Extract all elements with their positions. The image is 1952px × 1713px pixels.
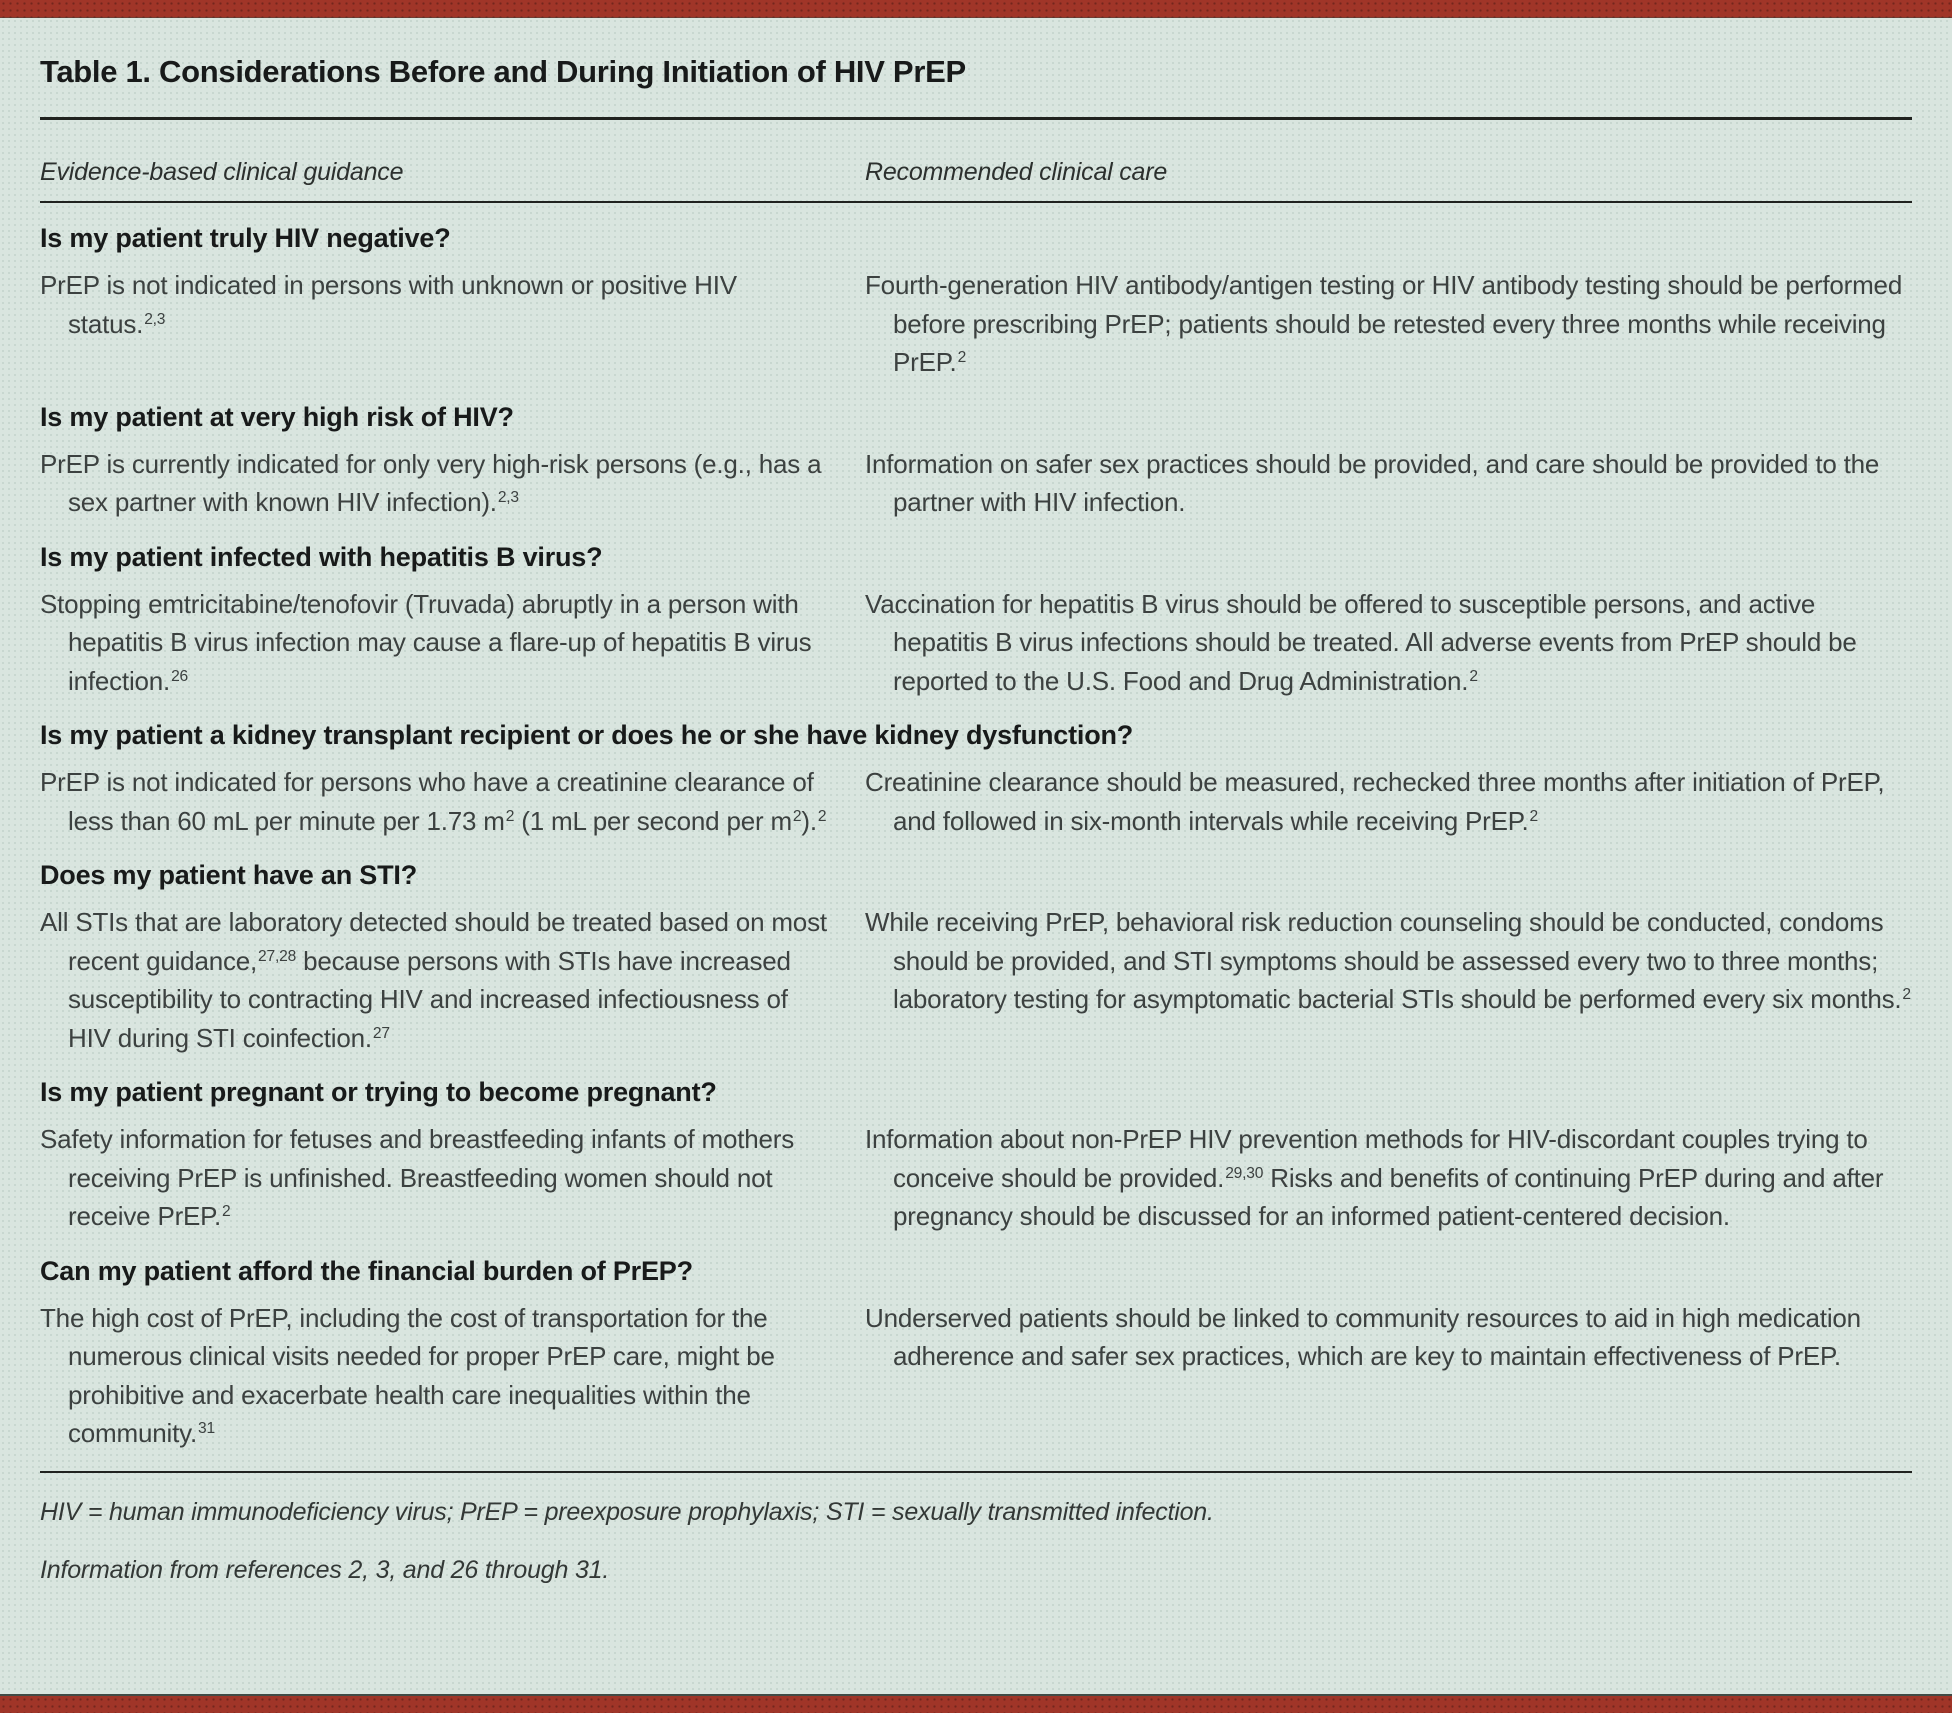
care-cell: While receiving PrEP, behavioral risk reduction counseling should be conducted, condoms should be provided, and STI symptoms should be assessed every two to three months; laboratory testing for asymptomatic bacterial STIs should be performed every six months.$^2$ xyxy=(865,907,1911,1014)
section-question: Can my patient afford the financial burden of PrEP? xyxy=(40,1255,693,1286)
care-cell: Information about non-PrEP HIV prevention methods for HIV-discordant couples trying to conceive should be provided.$^{29,30}$ Risks and benefits of continuing PrEP during and after pregnancy should be discussed for an informed patient-centered decision. xyxy=(865,1124,1884,1231)
title-divider xyxy=(40,117,1912,120)
column-header-divider xyxy=(40,201,1912,203)
table-section xyxy=(40,716,1912,840)
guidance-cell: Stopping emtricitabine/tenofovir (Truvada) abruptly in a person with hepatitis B virus infection may cause a flare-up of hepatitis B virus infection.$^{26}$ xyxy=(40,588,812,696)
section-question: Is my patient truly HIV negative? xyxy=(40,223,451,253)
table-section xyxy=(40,1252,1912,1453)
table-row xyxy=(40,1299,1912,1453)
table-title: Table 1. Considerations Before and During Initiation of HIV PrEP xyxy=(40,54,966,89)
table-section xyxy=(40,538,1912,701)
guidance-cell: PrEP is not indicated in persons with unknown or positive HIV status.$^{2,3}$ xyxy=(40,270,737,339)
guidance-cell: Safety information for fetuses and breastfeeding infants of mothers receiving PrEP is unfinished. Breastfeeding women should not receive PrEP.$^2$ xyxy=(40,1124,795,1231)
table-section xyxy=(40,856,1912,1057)
footnote-abbreviations: HIV = human immunodeficiency virus; PrEP = preexposure prophylaxis; STI = sexually transmitted infection. xyxy=(40,1497,1214,1526)
care-cell: Fourth-generation HIV antibody/antigen testing or HIV antibody testing should be performed before prescribing PrEP; patients should be retested every three months while receiving PrEP.$^2$ xyxy=(865,270,1903,377)
care-cell: Underserved patients should be linked to community resources to aid in high medication adherence and safer sex practices, which are key to maintain effectiveness of PrEP. xyxy=(865,1302,1861,1371)
table-row xyxy=(40,763,1912,840)
column-header-row xyxy=(40,157,1912,187)
table-row xyxy=(40,585,1912,701)
section-question: Is my patient infected with hepatitis B virus? xyxy=(40,541,603,572)
column-header-care: Recommended clinical care xyxy=(865,158,1168,186)
table-row xyxy=(40,266,1912,382)
section-question: Is my patient pregnant or trying to become pregnant? xyxy=(40,1077,717,1107)
footnote-references: Information from references 2, 3, and 26 through 31. xyxy=(40,1555,610,1584)
table-section xyxy=(40,398,1912,522)
bottom-accent-bar xyxy=(0,1694,1952,1713)
section-question: Is my patient a kidney transplant recipient or does he or she have kidney dysfunction? xyxy=(40,720,1134,750)
section-question: Does my patient have an STI? xyxy=(40,860,418,890)
guidance-cell: PrEP is currently indicated for only very high-risk persons (e.g., has a sex partner with known HIV infection).$^{2,3}$ xyxy=(40,448,822,517)
table-row xyxy=(40,903,1912,1057)
table-section xyxy=(40,219,1912,382)
table-content xyxy=(0,17,1952,1585)
table-section xyxy=(40,1073,1912,1236)
guidance-cell: All STIs that are laboratory detected should be treated based on most recent guidance,$^{27,28}$ because persons with STIs have increased susceptibility to contracting HIV and increased infectiousness of HIV during STI coinfection.$^{27}$ xyxy=(40,907,827,1053)
care-cell: Vaccination for hepatitis B virus should be offered to susceptible persons, and active hepatitis B virus infections should be treated. All adverse events from PrEP should be reported to the U.S. Food and Drug Administration.$^2$ xyxy=(865,588,1857,696)
section-question: Is my patient at very high risk of HIV? xyxy=(40,401,514,432)
table-row xyxy=(40,1120,1912,1236)
column-header-guidance: Evidence-based clinical guidance xyxy=(40,158,404,186)
top-accent-bar xyxy=(0,0,1952,18)
footnote-divider xyxy=(40,1471,1912,1473)
table-body xyxy=(40,219,1912,1453)
guidance-cell: PrEP is not indicated for persons who have a creatinine clearance of less than 60 mL per minute per 1.73 $m^2$ (1 mL per second per $m^2).^2$ xyxy=(40,767,827,836)
care-cell: Creatinine clearance should be measured, rechecked three months after initiation of PrEP, and followed in six-month intervals while receiving PrEP.$^2$ xyxy=(865,767,1885,836)
table-row xyxy=(40,445,1912,522)
care-cell: Information on safer sex practices should be provided, and care should be provided to the partner with HIV infection. xyxy=(865,448,1880,517)
guidance-cell: The high cost of PrEP, including the cost of transportation for the numerous clinical visits needed for proper PrEP care, might be prohibitive and exacerbate health care inequalities within the community.$^{31}$ xyxy=(40,1302,775,1448)
